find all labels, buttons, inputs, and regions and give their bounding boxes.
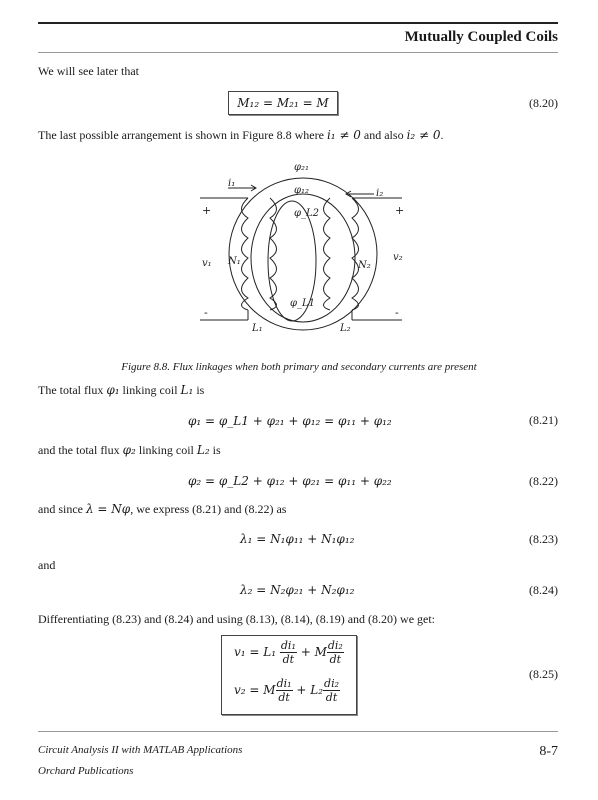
denominator: dt [325, 691, 338, 704]
page-number: 8-7 [539, 744, 558, 759]
fraction-di1-dt [280, 639, 297, 666]
equation-8-25-line2 [234, 677, 340, 704]
label-v1: v₁ [202, 258, 212, 269]
label-L1: L₁ [252, 323, 263, 334]
denominator: dt [278, 691, 290, 704]
eq-mid: + M [300, 645, 327, 659]
eq-mid: + L₂ [296, 683, 324, 697]
equation-number-8-23: (8.23) [529, 532, 558, 546]
paragraph-differentiating: Differentiating (8.23) and (8.24) and using (8.13), (8.14), (8.19) and (8.20) we get: [38, 612, 436, 626]
header-rule [38, 22, 558, 24]
equation-8-21: φ₁ = φ_L1 + φ₂₁ + φ₁₂ = φ₁₁ + φ₁₂ [188, 414, 392, 428]
text-run: The last possible arrangement is shown in Figure 8.8 where [38, 128, 324, 142]
label-phi12: φ₁₂ [294, 185, 310, 196]
figure-caption: Figure 8.8. Flux linkages when both primary and secondary currents are present [121, 361, 477, 373]
paragraph-intro: We will see later that [38, 64, 139, 78]
paragraph-lambda [38, 502, 286, 517]
lambda-definition: λ = Nφ [85, 502, 131, 516]
label-phiL2: φ_L2 [294, 208, 320, 219]
numerator: di₁ [276, 677, 292, 690]
eq-lhs: v₁ = L₁ [234, 645, 277, 659]
book-title: Circuit Analysis II with MATLAB Applications [38, 744, 243, 756]
equation-number-8-24: (8.24) [529, 583, 558, 597]
publisher: Orchard Publications [38, 765, 134, 777]
equation-box-8-25 [221, 635, 357, 715]
text-run: and also [363, 128, 404, 142]
footer-divider [38, 731, 558, 732]
text-run: and since [38, 502, 83, 516]
fraction-di1-dt [276, 677, 293, 704]
denominator: dt [282, 653, 295, 666]
symbol-phi1: φ₁ [106, 383, 120, 397]
label-phiL1: φ_L1 [290, 298, 316, 309]
paragraph-and: and [38, 558, 56, 572]
label-i1: i₁ [228, 178, 236, 189]
coil-winding-left [242, 198, 249, 310]
symbol-phi2: φ₂ [122, 443, 136, 457]
equation-box-8-20 [228, 91, 338, 115]
numerator: di₂ [324, 677, 340, 690]
condition-i2: i₂ ≠ 0 [406, 128, 441, 142]
equation-8-22: φ₂ = φ_L2 + φ₁₂ + φ₂₁ = φ₁₁ + φ₂₂ [188, 474, 392, 488]
symbol-L1: L₁ [180, 383, 194, 397]
coupled-coils-figure [190, 158, 420, 358]
equation-number-8-25: (8.25) [529, 667, 558, 681]
label-plus-right: + [395, 204, 405, 217]
fraction-di2-dt [323, 677, 340, 704]
denominator: dt [329, 653, 342, 666]
label-plus-left: + [202, 204, 212, 217]
label-N2: N₂ [358, 260, 371, 271]
paragraph-flux-coil2 [38, 443, 221, 458]
symbol-L2: L₂ [196, 443, 210, 457]
equation-8-23: λ₁ = N₁φ₁₁ + N₁φ₁₂ [240, 532, 355, 546]
text-run: is [196, 383, 205, 397]
fraction-di2-dt [327, 639, 344, 666]
label-i2: i₂ [376, 188, 384, 199]
paragraph-arrangement [38, 128, 444, 143]
paragraph-flux-coil1 [38, 383, 204, 398]
equation-number-8-21: (8.21) [529, 413, 558, 427]
label-v2: v₂ [393, 252, 403, 263]
label-minus-left: - [204, 306, 208, 319]
coil-winding-left-back [270, 198, 277, 310]
text-run: linking coil [122, 383, 178, 397]
text-run: linking coil [138, 443, 194, 457]
text-run: The total flux [38, 383, 104, 397]
text-run: , we express (8.21) and (8.22) as [130, 502, 287, 516]
equation-number-8-20: (8.20) [529, 96, 558, 110]
label-L2: L₂ [340, 323, 351, 334]
header-divider [38, 52, 558, 53]
text-run: . [440, 128, 444, 142]
chapter-title: Mutually Coupled Coils [404, 29, 558, 45]
condition-i1: i₁ ≠ 0 [326, 128, 361, 142]
equation-8-25-line1 [234, 639, 344, 666]
label-N1: N₁ [228, 256, 241, 267]
eq-lhs: v₂ = M [234, 683, 276, 697]
text-run: is [212, 443, 221, 457]
label-phi21: φ₂₁ [294, 162, 310, 173]
coil-winding-right [324, 198, 331, 310]
equation-8-20: M₁₂ = M₂₁ = M [237, 96, 329, 110]
label-minus-right: - [395, 306, 399, 319]
equation-number-8-22: (8.22) [529, 474, 558, 488]
text-run: and the total flux [38, 443, 120, 457]
numerator: di₁ [280, 639, 296, 652]
numerator: di₂ [327, 639, 343, 652]
equation-8-24: λ₂ = N₂φ₂₁ + N₂φ₁₂ [240, 583, 355, 597]
